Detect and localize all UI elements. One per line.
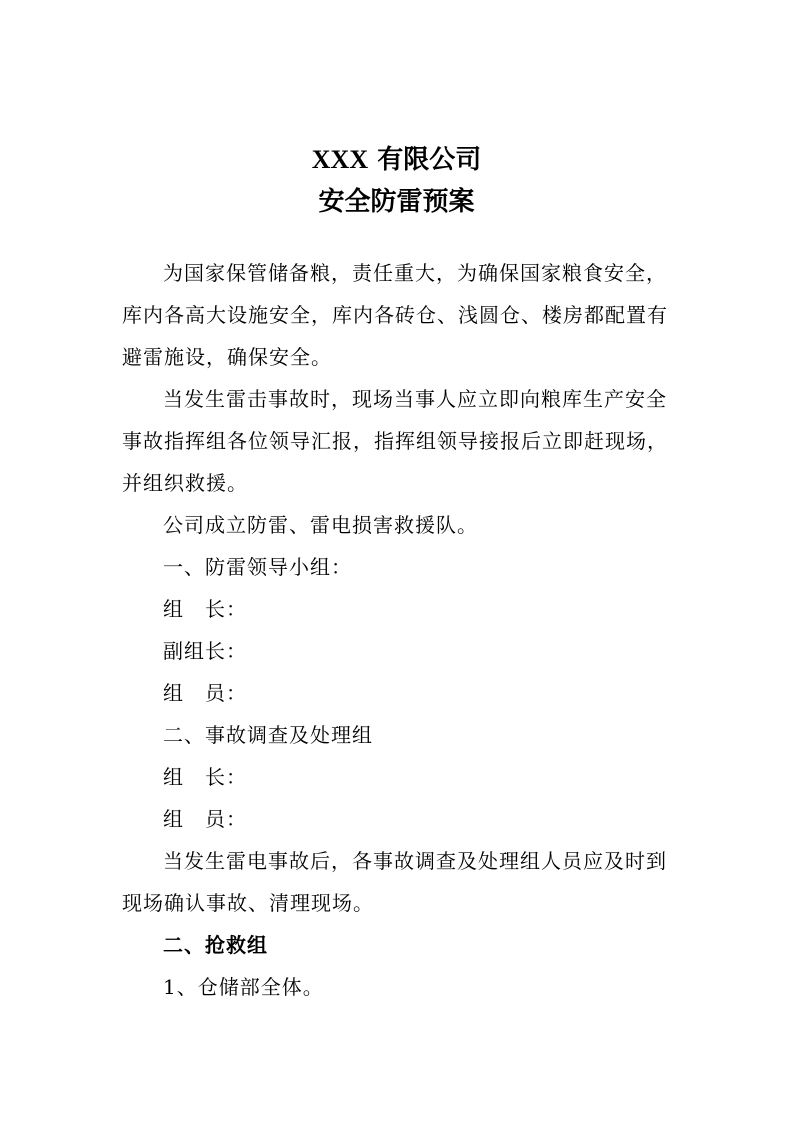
document-title-plan: 安全防雷预案 <box>318 187 475 217</box>
paragraph-2-line-2: 事故指挥组各位领导汇报，指挥组领导接报后立即赶现场， <box>122 429 668 453</box>
paragraph-2-line-3: 并组织救援。 <box>122 471 248 495</box>
section-2-leader: 组 长： <box>163 765 247 789</box>
document-title-company <box>0 143 793 177</box>
company-name-latin: XXX <box>311 145 369 174</box>
paragraph-1-line-3: 避雷施设，确保安全。 <box>122 345 332 369</box>
paragraph-1-line-2: 库内各高大设施安全，库内各砖仓、浅圆仓、楼房都配置有 <box>122 303 668 327</box>
paragraph-2-line-1: 当发生雷击事故时，现场当事人应立即向粮库生产安全 <box>163 387 667 411</box>
company-name-cn: 有限公司 <box>377 145 482 175</box>
section-2-heading: 二、事故调查及处理组 <box>163 723 373 747</box>
section-1-member: 组 员： <box>163 681 247 705</box>
section-2-member: 组 员： <box>163 807 247 831</box>
section-1-heading: 一、防雷领导小组： <box>163 555 352 579</box>
paragraph-4-line-1: 当发生雷电事故后，各事故调查及处理组人员应及时到 <box>163 849 667 873</box>
section-3-heading: 二、抢救组 <box>163 933 268 957</box>
paragraph-1-line-1: 为国家保管储备粮，责任重大，为确保国家粮食安全， <box>163 261 667 285</box>
section-1-leader: 组 长： <box>163 597 247 621</box>
paragraph-4-line-2: 现场确认事故、清理现场。 <box>122 891 374 915</box>
section-1-deputy: 副组长： <box>163 639 247 663</box>
paragraph-3: 公司成立防雷、雷电损害救援队。 <box>163 513 478 537</box>
section-3-item-1: 1、仓储部全体。 <box>163 975 324 999</box>
